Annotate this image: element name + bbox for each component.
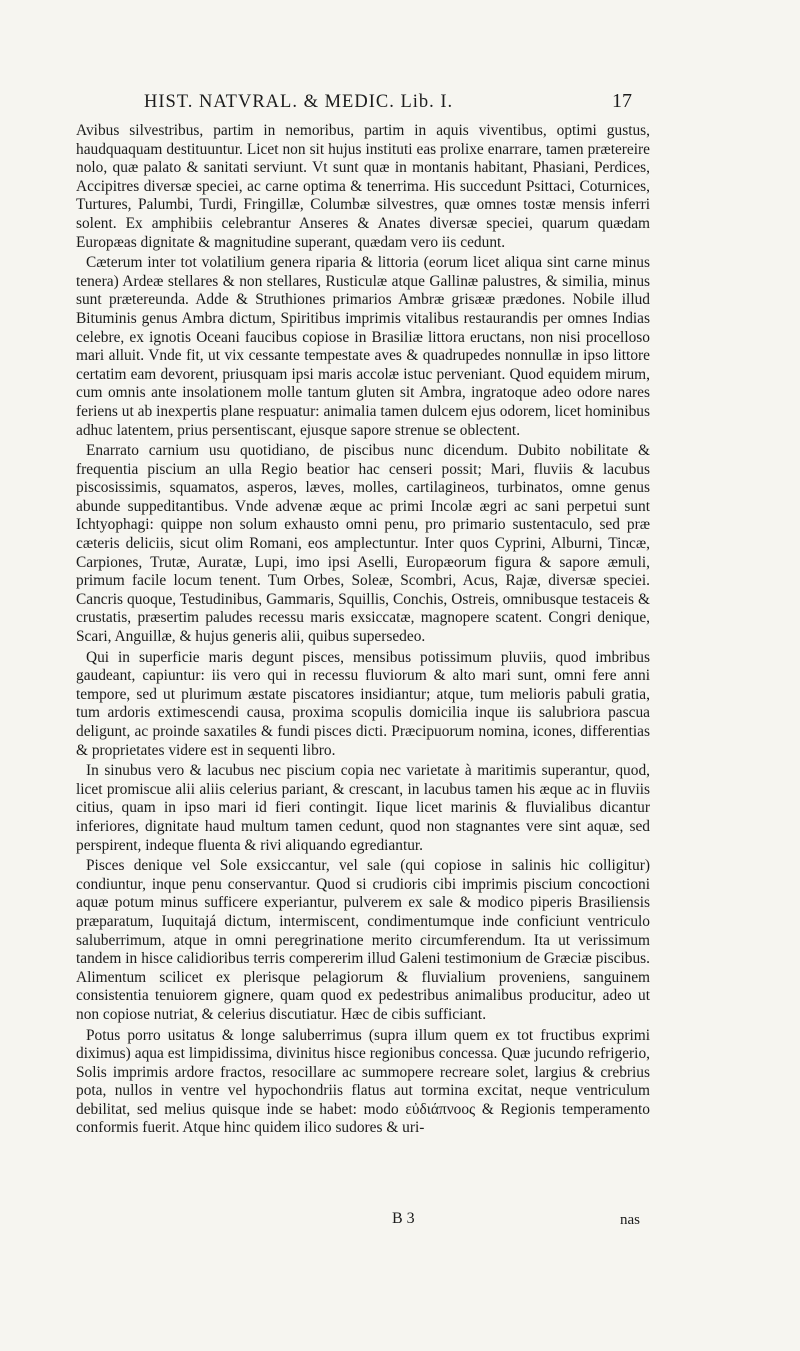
paragraph-fish-capture: Qui in superficie maris degunt pisces, mensibus potissimum pluviis, quod imbribus gaudeant, capiuntur: iis vero qui in recessu fluviorum & alto mari sunt, omni fere anni tempore, sed ut plurimum æstate piscatores insidiantur; atque, tum melioris pabuli gratia, tum ardoris extimescendi causa, proxima scopulis domicilia inque iis salubriora pascua deligunt, ac proinde saxatiles & fundi pisces dicti. Præcipuorum nomina, icones, differentias & proprietates videre est in sequenti libro. bbox=[76, 648, 650, 759]
paragraph-fish: Enarrato carnium usu quotidiano, de piscibus nunc dicendum. Dubito nobilitate & frequentia piscium an ulla Regio beatior hac censeri possit; Mari, fluviis & lacubus piscosissimis, squamatos, asperos, læves, molles, cartilagineos, turbinatos, omne genus abunde suppeditantibus. Vnde advenæ æque ac primi Incolæ ægri ac sani perpetui sunt Ichtyophagi: quippe non solum exhausto omni penu, pro primario sustentaculo, sed præ cæteris deliciis, sicut olim Romani, eos amplectuntur. Inter quos Cyprini, Alburni, Tincæ, Carpiones, Trutæ, Auratæ, Lupi, imo ipsi Aselli, Europæorum figura & sapore æmuli, primum facile locum tenent. Tum Orbes, Soleæ, Scombri, Acus, Rajæ, diversæ speciei. Cancris quoque, Testudinibus, Gammaris, Squillis, Conchis, Ostreis, omnibusque testaceis & crustatis, præsertim paludes recessu maris exsiccatæ, magnopere scatent. Congri denique, Scari, Anguillæ, & hujus generis alii, quibus supersedeo. bbox=[76, 442, 650, 646]
body-text bbox=[76, 122, 650, 1202]
paragraph-waterfowl-ambergris: Cæterum inter tot volatilium genera riparia & littoria (eorum licet aliqua sint carne minus tenera) Ardeæ stellares & non stellares, Rusticulæ atque Gallinæ palustres, & similia, minus sunt prætereunda. Adde & Struthiones primarios Ambræ grisææ prædones. Nobile illud Bituminis genus Ambra dictum, Spiritibus imprimis vitalibus restaurandis per omnes Indias celebre, ex ignotis Oceani faucibus copiose in Brasiliæ littora eructans, non nisi procelloso mari alluit. Vnde fit, ut vix cessante tempestate aves & quadrupedes nonnullæ in ipso littore certatim eam devorent, priusquam ipsi maris accolæ istuc perveniant. Quod equidem mirum, cum omnis ante insolationem molle tantum gluten sit Ambra, ingratoque adeo odore nares feriens ut ab inexpertis plane respuatur: animalia tamen dulcem ejus odorem, licet hominibus adhuc latentem, prius persentiscant, ejusque sapore strenue se oblectent. bbox=[76, 254, 650, 439]
paragraph-birds: Avibus silvestribus, partim in nemoribus, partim in aquis viventibus, optimi gustus, haudquaquam destituuntur. Licet non sit hujus instituti eas prolixe enarrare, tamen prætereire nolo, quæ palato & sanitati serviunt. Vt sunt quæ in montanis habitant, Phasiani, Perdices, Accipitres diversæ speciei, ac carne optima & tenerrima. His succedunt Psittaci, Coturnices, Turtures, Palumbi, Turdi, Fringillæ, Columbæ silvestres, quæ omnes tostæ mensis inferri solent. Ex amphibiis celebrantur Anseres & Anates diversæ speciei, quarum quædam Europæas dignitate & magnitudine superant, quædam vero iis cedunt. bbox=[76, 122, 650, 251]
signature-mark: B 3 bbox=[392, 1210, 415, 1227]
paragraph-preservation: Pisces denique vel Sole exsiccantur, vel sale (qui copiose in salinis hic colligitur) condiuntur, inque penu conservantur. Quod si crudioris cibi imprimis piscium concoctioni aquæ potum minus sufficere experiantur, pulverem ex sale & modico piperis Brasiliensis præparatum, Iuquitajá dictum, intermiscent, condimentumque inde conficiunt ventriculo saluberrimum, atque in omni peregrinatione merito circumferendum. Ita ut verissimum tandem in hisce calidioribus terris compererim illud Galeni testimonium de Græciæ piscibus. Alimentum scilicet ex plerisque pelagiorum & fluvialium proveniens, sanguinem consistentia tenuiorem gignere, quam quod ex pedestribus animalibus producitur, adeo ut non copiose nutriat, & celerius discutiatur. Hæc de cibis sufficiant. bbox=[76, 857, 650, 1023]
paragraph-lakes: In sinubus vero & lacubus nec piscium copia nec varietate à maritimis superantur, quod, licet promiscue alii aliis celerius pariant, & crescant, in lacubus tamen his æque ac in fluviis citius, quam in ipso mari id fieri contingit. Iique licet marinis & fluvialibus dicantur inferiores, dignitate haud multum tamen cedunt, quod non stagnantes vere sint aquæ, sed perspirent, indeque fluenta & rivi aliquando egrediantur. bbox=[76, 762, 650, 854]
catchword: nas bbox=[620, 1212, 640, 1228]
running-title: HIST. NATVRAL. & MEDIC. Lib. I. bbox=[144, 92, 454, 112]
page-number: 17 bbox=[612, 90, 632, 112]
paragraph-drink: Potus porro usitatus & longe saluberrimus (supra illum quem ex tot fructibus exprimi diximus) aqua est limpidissima, divinitus hisce regionibus concessa. Quæ jucundo refrigerio, Solis imprimis ardore fractos, resocillare ac summopere recreare solet, largius & crebrius pota, nullos in ventre vel hypochondriis flatus aut tormina excitat, neque ventriculum debilitat, sed melius quisque inde se habet: modo εὐδιάπνοος & Regionis temperamento conformis fuerit. Atque hinc quidem ilico sudores & uri- bbox=[76, 1026, 650, 1137]
